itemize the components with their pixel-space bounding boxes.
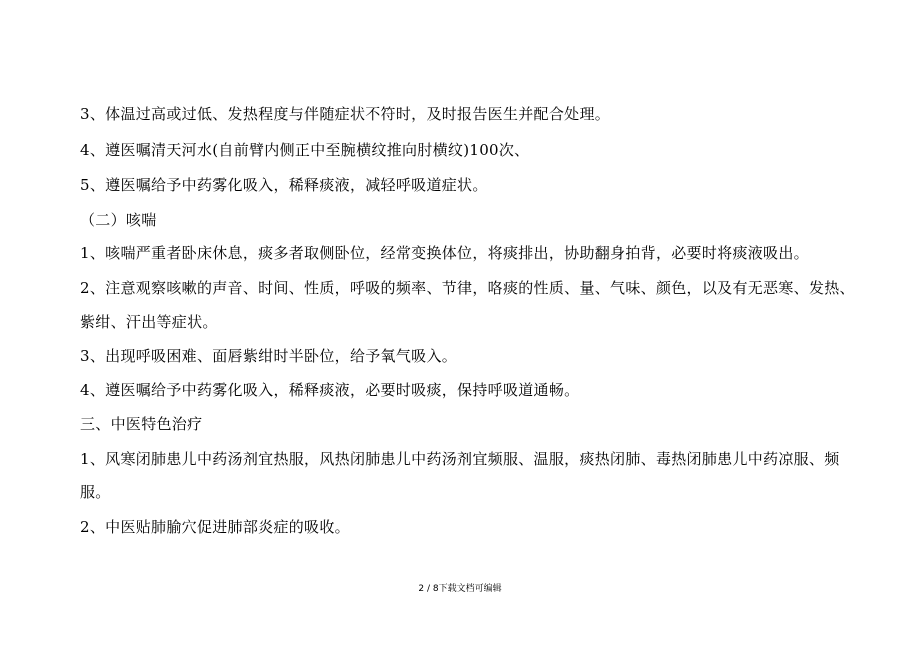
paragraph-acupoint-patch: 2、中医贴肺腧穴促进肺部炎症的吸收。: [80, 518, 350, 536]
paragraph-dyspnea: 3、出现呼吸困难、面唇紫绀时半卧位，给予氧气吸入。: [80, 347, 458, 365]
section-heading-cough: （二）咳喘: [80, 211, 157, 229]
paragraph-nebulization-fever: 5、遵医嘱给予中药雾化吸入，稀释痰液，减轻呼吸道症状。: [80, 176, 488, 194]
page-footer: 2 / 8下载文档可编辑: [418, 584, 502, 594]
section-heading-tcm-treatment: 三、中医特色治疗: [80, 415, 203, 433]
paragraph-observe-cough-cont: 紫绀、汗出等症状。: [80, 313, 218, 331]
paragraph-bed-rest: 1、咳喘严重者卧床休息，痰多者取侧卧位，经常变换体位，将痰排出，协助翻身拍背，必要时将痰液吸出。: [80, 244, 809, 262]
paragraph-decoction: 1、风寒闭肺患儿中药汤剂宜热服，风热闭肺患儿中药汤剂宜频服、温服，痰热闭肺、毒热闭肺患儿中药凉服、频: [80, 450, 840, 468]
paragraph-tianheshui: 4、遵医嘱清天河水(自前臂内侧正中至腕横纹推向肘横纹)100次、: [80, 141, 530, 159]
paragraph-decoction-cont: 服。: [80, 483, 111, 501]
paragraph-observe-cough: 2、注意观察咳嗽的声音、时间、性质，呼吸的频率、节律，咯痰的性质、量、气味、颜色，以及有无恶寒、发热、: [80, 279, 855, 297]
paragraph-fever-report: 3、体温过高或过低、发热程度与伴随症状不符时，及时报告医生并配合处理。: [80, 105, 611, 123]
paragraph-nebulization-cough: 4、遵医嘱给予中药雾化吸入，稀释痰液，必要时吸痰，保持呼吸道通畅。: [80, 381, 580, 399]
